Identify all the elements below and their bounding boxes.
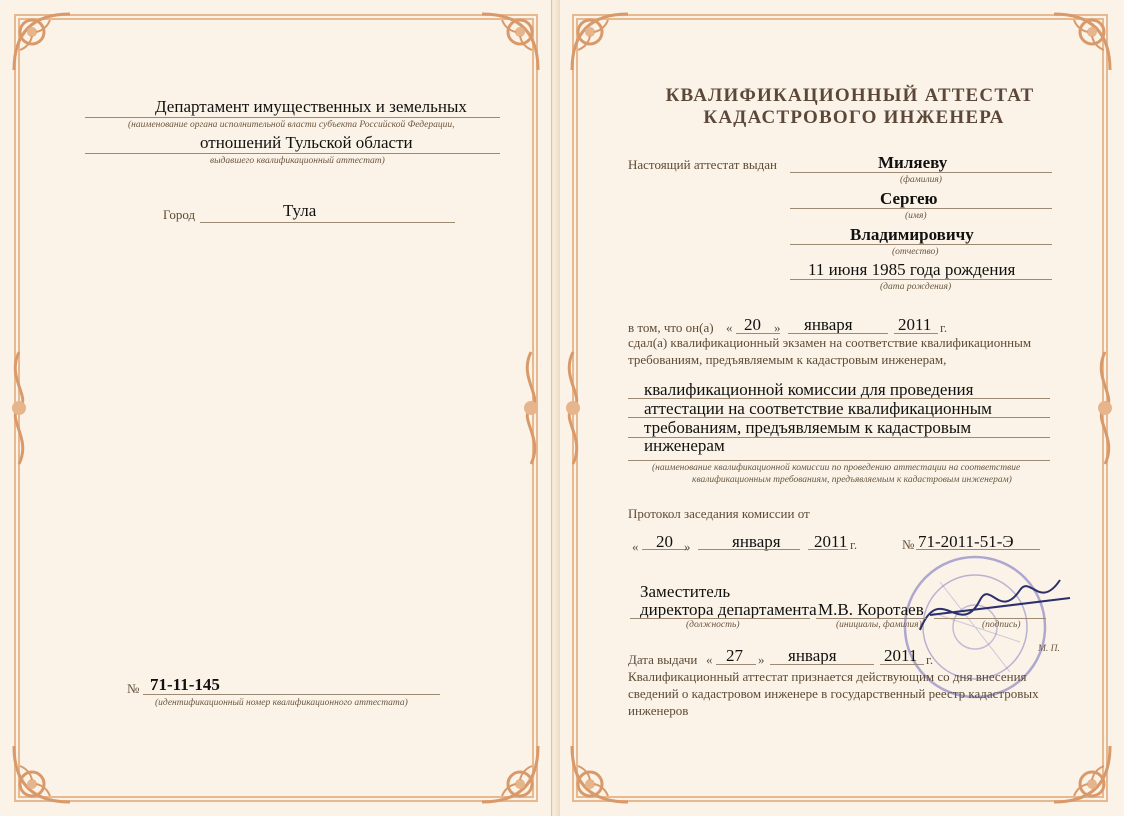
position-line-2: директора департамента: [640, 600, 817, 619]
underline: [790, 208, 1052, 209]
protocol-number: 71-2011-51-Э: [918, 532, 1014, 551]
underline: [200, 222, 455, 223]
year-suffix: г.: [850, 537, 858, 552]
exam-text: [628, 334, 1048, 368]
signature-icon: [910, 560, 1080, 650]
number-label: №: [127, 681, 140, 696]
position-caption: (должность): [686, 620, 740, 630]
document-title: КВАЛИФИКАЦИОННЫЙ АТТЕСТАТ: [665, 85, 1035, 106]
quote-close: »: [684, 539, 691, 554]
side-ornament-icon: [1088, 348, 1122, 468]
exam-month: января: [804, 315, 853, 334]
corner-ornament-icon: [10, 742, 74, 806]
corner-ornament-icon: [1050, 10, 1114, 74]
validity-text-line-2: сведений о кадастровом инженере в государственный реестр кадастровых: [628, 686, 1039, 701]
issue-day: 27: [726, 646, 743, 665]
underline: [143, 694, 440, 695]
issue-year: 2011: [884, 646, 918, 665]
first-name-caption: (имя): [905, 211, 927, 221]
commission-caption-1: (наименование квалификационной комиссии по проведению аттестации на соответствие: [652, 463, 1021, 473]
underline: [698, 549, 800, 550]
underline: [880, 664, 924, 665]
left-page: [0, 0, 552, 816]
issuer-caption-1: (наименование органа исполнительной власти субъекта Российской Федерации,: [128, 120, 455, 130]
corner-ornament-icon: [568, 10, 632, 74]
year-suffix: г.: [940, 320, 948, 335]
commission-line-4: инженерам: [644, 436, 725, 455]
side-ornament-icon: [2, 348, 36, 468]
protocol-label: Протокол заседания комиссии от: [628, 506, 810, 521]
commission-line-2: аттестации на соответствие квалификационным: [644, 399, 992, 418]
birth-date-value: 11 июня 1985 года рождения: [808, 260, 1016, 279]
issuer-line-2: отношений Тульской области: [200, 133, 413, 152]
year-suffix: г.: [926, 652, 934, 667]
exam-year: 2011: [898, 315, 932, 334]
underline: [770, 664, 874, 665]
commission-line-3: требованиям, предъявляемым к кадастровым: [644, 418, 972, 437]
underline: [642, 549, 688, 550]
issuer-caption-2: выдавшего квалификационный аттестат): [210, 156, 385, 166]
underline: [85, 153, 500, 154]
surname-value: Миляеву: [878, 153, 948, 172]
corner-ornament-icon: [10, 10, 74, 74]
corner-ornament-icon: [1050, 742, 1114, 806]
protocol-month: января: [732, 532, 781, 551]
issued-to-label: Настоящий аттестат выдан: [628, 157, 777, 172]
exam-prefix: в том, что он(а): [628, 320, 714, 335]
underline: [628, 460, 1050, 461]
exam-text-line-2: требованиям, предъявляемым к кадастровым инженерам,: [628, 352, 947, 367]
patronymic-value: Владимировичу: [850, 225, 974, 244]
quote-open: «: [726, 320, 733, 335]
underline: [630, 618, 810, 619]
underline: [716, 664, 756, 665]
underline: [916, 549, 1040, 550]
quote-open: «: [706, 652, 713, 667]
corner-ornament-icon: [568, 742, 632, 806]
issuer-line-1: Департамент имущественных и земельных: [155, 97, 467, 116]
underline: [85, 117, 500, 118]
exam-text-line-1: сдал(а) квалификационный экзамен на соответствие квалификационным: [628, 335, 1032, 350]
signer-caption: (инициалы, фамилия): [836, 620, 922, 630]
patronymic-caption: (отчество): [892, 247, 939, 257]
certificate-number: 71-11-145: [150, 675, 220, 694]
position-line-1: Заместитель: [640, 582, 731, 601]
protocol-year: 2011: [814, 532, 848, 551]
seal-label: М. П.: [1038, 644, 1060, 654]
birth-date-caption: (дата рождения): [880, 282, 952, 292]
signature-caption: (подпись): [982, 620, 1021, 630]
document-subtitle: КАДАСТРОВОГО ИНЖЕНЕРА: [703, 107, 1005, 128]
commission-caption-2: квалификационным требованиям, предъявляемым к кадастровым инженерам): [692, 475, 1012, 485]
validity-text: [628, 668, 1052, 719]
city-value: Тула: [283, 201, 317, 220]
corner-ornament-icon: [478, 10, 542, 74]
underline: [808, 549, 848, 550]
corner-ornament-icon: [478, 742, 542, 806]
underline: [934, 618, 1046, 619]
signer-name: М.В. Коротаев: [818, 600, 924, 619]
quote-close: »: [774, 320, 781, 335]
side-ornament-icon: [556, 348, 590, 468]
protocol-number-label: №: [902, 537, 915, 552]
number-caption: (идентификационный номер квалификационного аттестата): [155, 698, 408, 708]
underline: [790, 279, 1052, 280]
underline: [790, 172, 1052, 173]
protocol-day: 20: [656, 532, 673, 551]
surname-caption: (фамилия): [900, 175, 942, 185]
city-label: Город: [163, 207, 196, 222]
issue-month: января: [788, 646, 837, 665]
side-ornament-icon: [514, 348, 548, 468]
quote-close: »: [758, 652, 765, 667]
commission-line-1: квалификационной комиссии для проведения: [644, 380, 974, 399]
issue-label: Дата выдачи: [628, 652, 698, 667]
validity-text-line-1: Квалификационный аттестат признается действующим со дня внесения: [628, 669, 1027, 684]
first-name-value: Сергею: [880, 189, 938, 208]
underline: [790, 244, 1052, 245]
underline: [816, 618, 926, 619]
validity-text-line-3: инженеров: [628, 703, 689, 718]
right-page: [560, 0, 1124, 816]
exam-day: 20: [744, 315, 761, 334]
quote-open: «: [632, 539, 639, 554]
